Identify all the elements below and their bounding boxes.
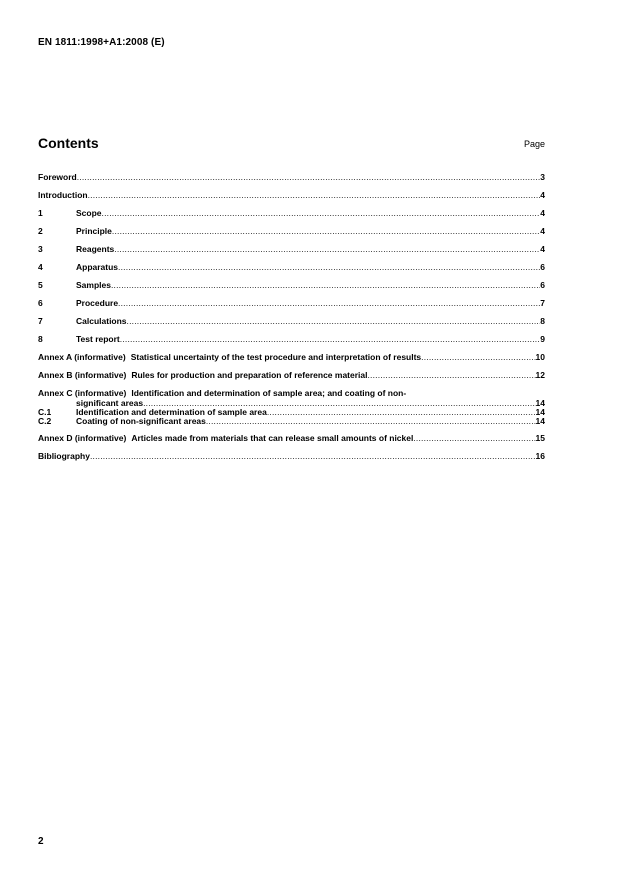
toc-entry-clause-3[interactable]	[38, 244, 545, 255]
toc-entry-introduction[interactable]	[38, 190, 545, 201]
toc-entry-title: Identification and determination of sample area	[76, 407, 267, 417]
toc-entry-foreword[interactable]	[38, 172, 545, 183]
toc-entry-page: 3	[540, 172, 545, 182]
toc-annex-label: Annex A (informative)	[38, 352, 126, 362]
toc-leader-dots	[267, 408, 536, 417]
toc-annex-label: Annex D (informative)	[38, 433, 127, 443]
toc-entry-title: Calculations	[76, 316, 127, 326]
toc-entry-title: Test report	[76, 334, 120, 344]
toc-entry-number: 3	[38, 244, 43, 254]
toc-entry-title: Samples	[76, 280, 111, 290]
toc-entry-page: 15	[535, 433, 545, 443]
toc-entry-title: Apparatus	[76, 262, 119, 272]
toc-entry-title: Coating of non-significant areas	[76, 416, 206, 426]
toc-entry-clause-5[interactable]	[38, 280, 545, 291]
toc-entry-clause-4[interactable]	[38, 262, 545, 273]
toc-entry-number: 5	[38, 280, 43, 290]
toc-entry-bibliography[interactable]	[38, 451, 545, 462]
toc-entry-number: 2	[38, 226, 43, 236]
toc-leader-dots	[102, 208, 541, 219]
toc-entry-page: 14	[535, 407, 545, 417]
toc-entry-page: 4	[540, 208, 545, 218]
toc-leader-dots	[127, 316, 541, 327]
toc-entry-number: 7	[38, 316, 43, 326]
toc-entry-page: 7	[540, 298, 545, 308]
toc-entry-title: Introduction	[38, 190, 88, 200]
toc-leader-dots	[120, 334, 540, 345]
toc-entry-annex-a[interactable]	[38, 352, 545, 363]
footer-page-number: 2	[38, 836, 44, 847]
toc-entry-number: 4	[38, 262, 43, 272]
toc-leader-dots	[206, 417, 536, 426]
toc-entry-title-line1: Identification and determination of sample area; and coating of non-	[131, 388, 407, 398]
toc-entry-number: 8	[38, 334, 43, 344]
toc-leader-dots	[77, 172, 541, 183]
toc-entry-page: 10	[535, 352, 545, 362]
toc-leader-dots	[88, 190, 541, 201]
toc-entry-number: 6	[38, 298, 43, 308]
toc-leader-dots	[118, 298, 540, 309]
toc-leader-dots	[413, 433, 535, 444]
toc-annex-label: Annex B (informative)	[38, 370, 127, 380]
toc-leader-dots	[111, 280, 540, 291]
toc-entry-number: 1	[38, 208, 43, 218]
toc-entry-title: Bibliography	[38, 451, 90, 461]
toc-entry-title: Procedure	[76, 298, 119, 308]
toc-entry-page: 4	[540, 190, 545, 200]
page-column-label: Page	[523, 139, 545, 149]
toc-entry-subclause-c2[interactable]	[38, 417, 545, 426]
toc-entry-title: Reagents	[76, 244, 115, 254]
toc-entry-number: C.2	[38, 416, 52, 426]
toc-entry-annex-c[interactable]	[38, 388, 545, 426]
toc-entry-page: 6	[540, 280, 545, 290]
document-header-standard-id: EN 1811:1998+A1:2008 (E)	[38, 37, 165, 48]
toc-entry-annex-d[interactable]	[38, 433, 545, 444]
toc-entry-page: 16	[535, 451, 545, 461]
toc-leader-dots	[421, 352, 535, 363]
toc-annex-label: Annex C (informative)	[38, 388, 127, 398]
toc-entry-page: 12	[535, 370, 545, 380]
toc-entry-clause-2[interactable]	[38, 226, 545, 237]
table-of-contents	[38, 172, 545, 462]
toc-entry-clause-8[interactable]	[38, 334, 545, 345]
toc-entry-page: 9	[540, 334, 545, 344]
toc-leader-dots	[118, 262, 540, 273]
toc-entry-number: C.1	[38, 407, 52, 417]
toc-entry-page: 4	[540, 244, 545, 254]
toc-entry-title: Statistical uncertainty of the test procedure and interpretation of results	[130, 352, 422, 362]
toc-entry-clause-7[interactable]	[38, 316, 545, 327]
contents-heading: Contents	[38, 135, 99, 151]
toc-entry-title: Articles made from materials that can release small amounts of nickel	[131, 433, 414, 443]
toc-entry-title: Scope	[76, 208, 102, 218]
toc-entry-clause-6[interactable]	[38, 298, 545, 309]
toc-entry-page: 14	[535, 416, 545, 426]
toc-leader-dots	[368, 370, 536, 381]
toc-leader-dots	[112, 226, 540, 237]
toc-entry-annex-b[interactable]	[38, 370, 545, 381]
toc-leader-dots	[90, 451, 536, 462]
toc-leader-dots	[114, 244, 540, 255]
toc-entry-page: 4	[540, 226, 545, 236]
toc-entry-page: 14	[535, 398, 545, 408]
toc-entry-title-line2: significant areas	[76, 398, 144, 408]
toc-entry-title: Principle	[76, 226, 112, 236]
toc-entry-page: 6	[540, 262, 545, 272]
toc-entry-clause-1[interactable]	[38, 208, 545, 219]
toc-entry-page: 8	[540, 316, 545, 326]
toc-entry-title: Foreword	[38, 172, 77, 182]
toc-entry-title: Rules for production and preparation of reference material	[131, 370, 368, 380]
